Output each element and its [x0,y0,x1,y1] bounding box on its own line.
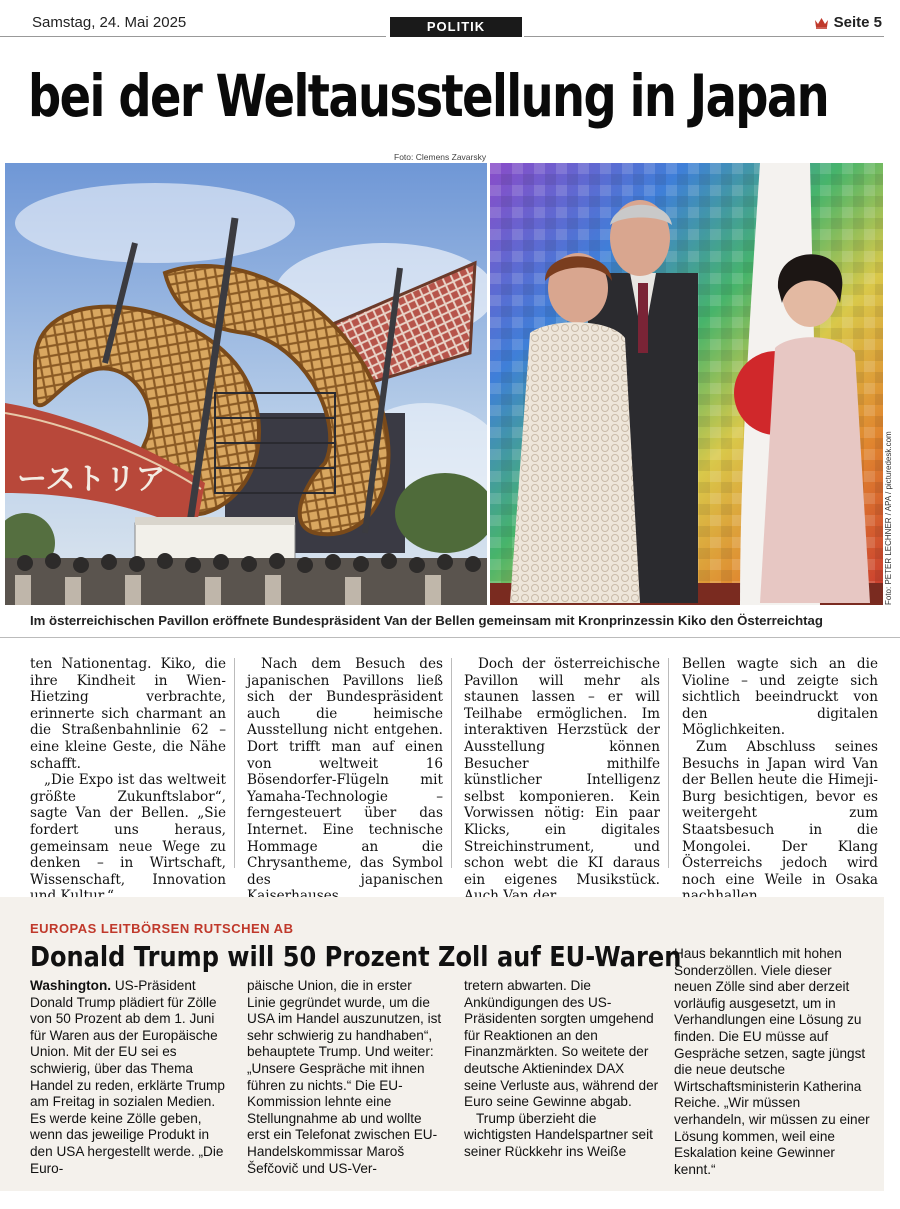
article-column-2 [247,656,443,905]
reception-photo [490,163,883,605]
pavilion-sign: ーストリア [17,462,166,497]
box-text: Haus bekanntlich mit hohen Sonderzöllen. Viele dieser neuen Zölle sind aber derzeit vorläufig ausgesetzt, um in Verhandlungen eine Lösung zu finden. Die EU müsse auf Gespräche setzen, sagte jüngst die neue deutsche Wirtschaftsministerin Katherina Reiche. „Wir müssen verhandeln, wir müssen zu einer Lösung kommen, weil eine Eskalation keine Gewinner kennt.“ [674,946,870,1177]
box-text: Trump überzieht die wichtigsten Handelspartner seit seiner Rückkehr ins Weiße [464,1110,653,1159]
header-rule-right [524,36,884,37]
paragraph: Zum Abschluss seines Besuchs in Japan wird Van der Bellen heute die Himeji-Burg besichtigen, bevor es weitergeht zum Staatsbesuch in die Mongolei. Der Klang Österreichs jedoch wird noch eine Weile in Osaka [682,738,878,888]
box-kicker: EUROPAS LEITBÖRSEN RUTSCHEN AB [30,921,294,936]
box-column-2 [247,978,443,1177]
box-column-3 [464,978,660,1161]
column-divider [451,658,452,868]
paragraph: ten Nationentag. Kiko, die ihre Kindheit in Wien-Hietzing verbrachte, erinnerte sich charmant an die Straßenbahnlinie 62 – eine kleine Geste, die Nähe schafft. [30,656,226,772]
paragraph: Nach dem Besuch des japanischen Pavillons ließ sich der Bundespräsident auch die heimische Ausstellung nicht entgehen. Dort trifft man auf einen von weltweit 16 Bösendorfer-Flügeln mit Yamaha-Technologie – ferngesteuert über das Internet. Eine technische Hommage an die Chrysantheme, das Symbol des japanischen [247,656,443,888]
photo-credit-top: Foto: Clemens Zavarsky [394,152,487,162]
section-label: POLITIK [390,17,522,37]
article-column-3 [464,656,660,905]
crown-icon [814,16,829,29]
box-text: päische Union, die in erster Linie gegründet wurde, um die USA im Handel auszunutzen, ist sehr schwierig zu handhaben“, behauptete Trump. Und weiter: „Unsere Gespräche mit ihnen führen zu nichts.“ Die EU-Kommission lehnte eine Stellungnahme ab und wollte erst ein Telefonat zwischen EU-Handelskommissar Maroš Šefčovič und US-Ver- [247,978,442,1176]
headline: bei der Weltausstellung in Japan [28,62,829,130]
box-column-1 [30,978,226,1177]
paragraph: „Die Expo ist das weltweit größte Zukunftslabor“, sagte Van der Bellen. „Sie fordert uns heraus, gemeinsam neue Wege zu denken – in Wirtschaft, Wissenschaft, Innovation [30,772,226,888]
photo-credit-side: Foto: PETER LECHNER / APA / picturedesk.com [884,431,893,605]
dateline: Washington. [30,978,112,993]
article-column-4 [682,656,878,905]
column-divider [234,658,235,868]
box-text: US-Präsident Donald Trump plädiert für Zölle von 50 Prozent ab dem 1. Juni für Waren aus der Europäische Union. Mit der EU sei es schwierig, über das Thema Handel zu reden, erklärte Trump am Freitag in sozialen Medien. Es werde keine Zölle geben, wenn das jeweilige Produkt in den USA hergestellt werde. „Die Euro- [30,978,225,1176]
page-number-label: Seite 5 [833,14,882,31]
pavilion-photo [5,163,487,605]
caption-rule [0,637,900,638]
article-column-1 [30,656,226,905]
header-rule-left [0,36,386,37]
box-column-4 [674,946,870,1178]
paragraph: Doch der österreichische Pavillon will mehr als staunen lassen – er will Teilhabe ermöglichen. Im interaktiven Herzstück der Ausstellung können Besucher mithilfe künstlicher Intelligenz selbst komponieren. Kein Vorwissen nötig: Ein paar Klicks, ein digitales Streichinstrument, und schon webt die KI daraus ein eigenes Musikstück. [464,656,660,888]
issue-date: Samstag, 24. Mai 2025 [32,14,187,31]
box-headline: Donald Trump will 50 Prozent Zoll auf EU-Waren [30,940,682,973]
paragraph: Bellen wagte sich an die Violine – und zeigte sich sichtlich beeindruckt von den digitalen Möglichkeiten. [682,656,878,739]
box-text: tretern abwarten. Die Ankündigungen des US-Präsidenten sorgten umgehend für Reaktionen an den Finanzmärkten. So weitete der deutsche Aktienindex DAX seine Verluste aus, während der Euro seine Gewinne abgab. [464,978,659,1110]
photo-caption: Im österreichischen Pavillon eröffnete Bundespräsident Van der Bellen gemeinsam mit Kronprinzessin Kiko den Österreichtag [30,613,823,628]
column-divider [668,658,669,868]
page-number [814,14,882,31]
